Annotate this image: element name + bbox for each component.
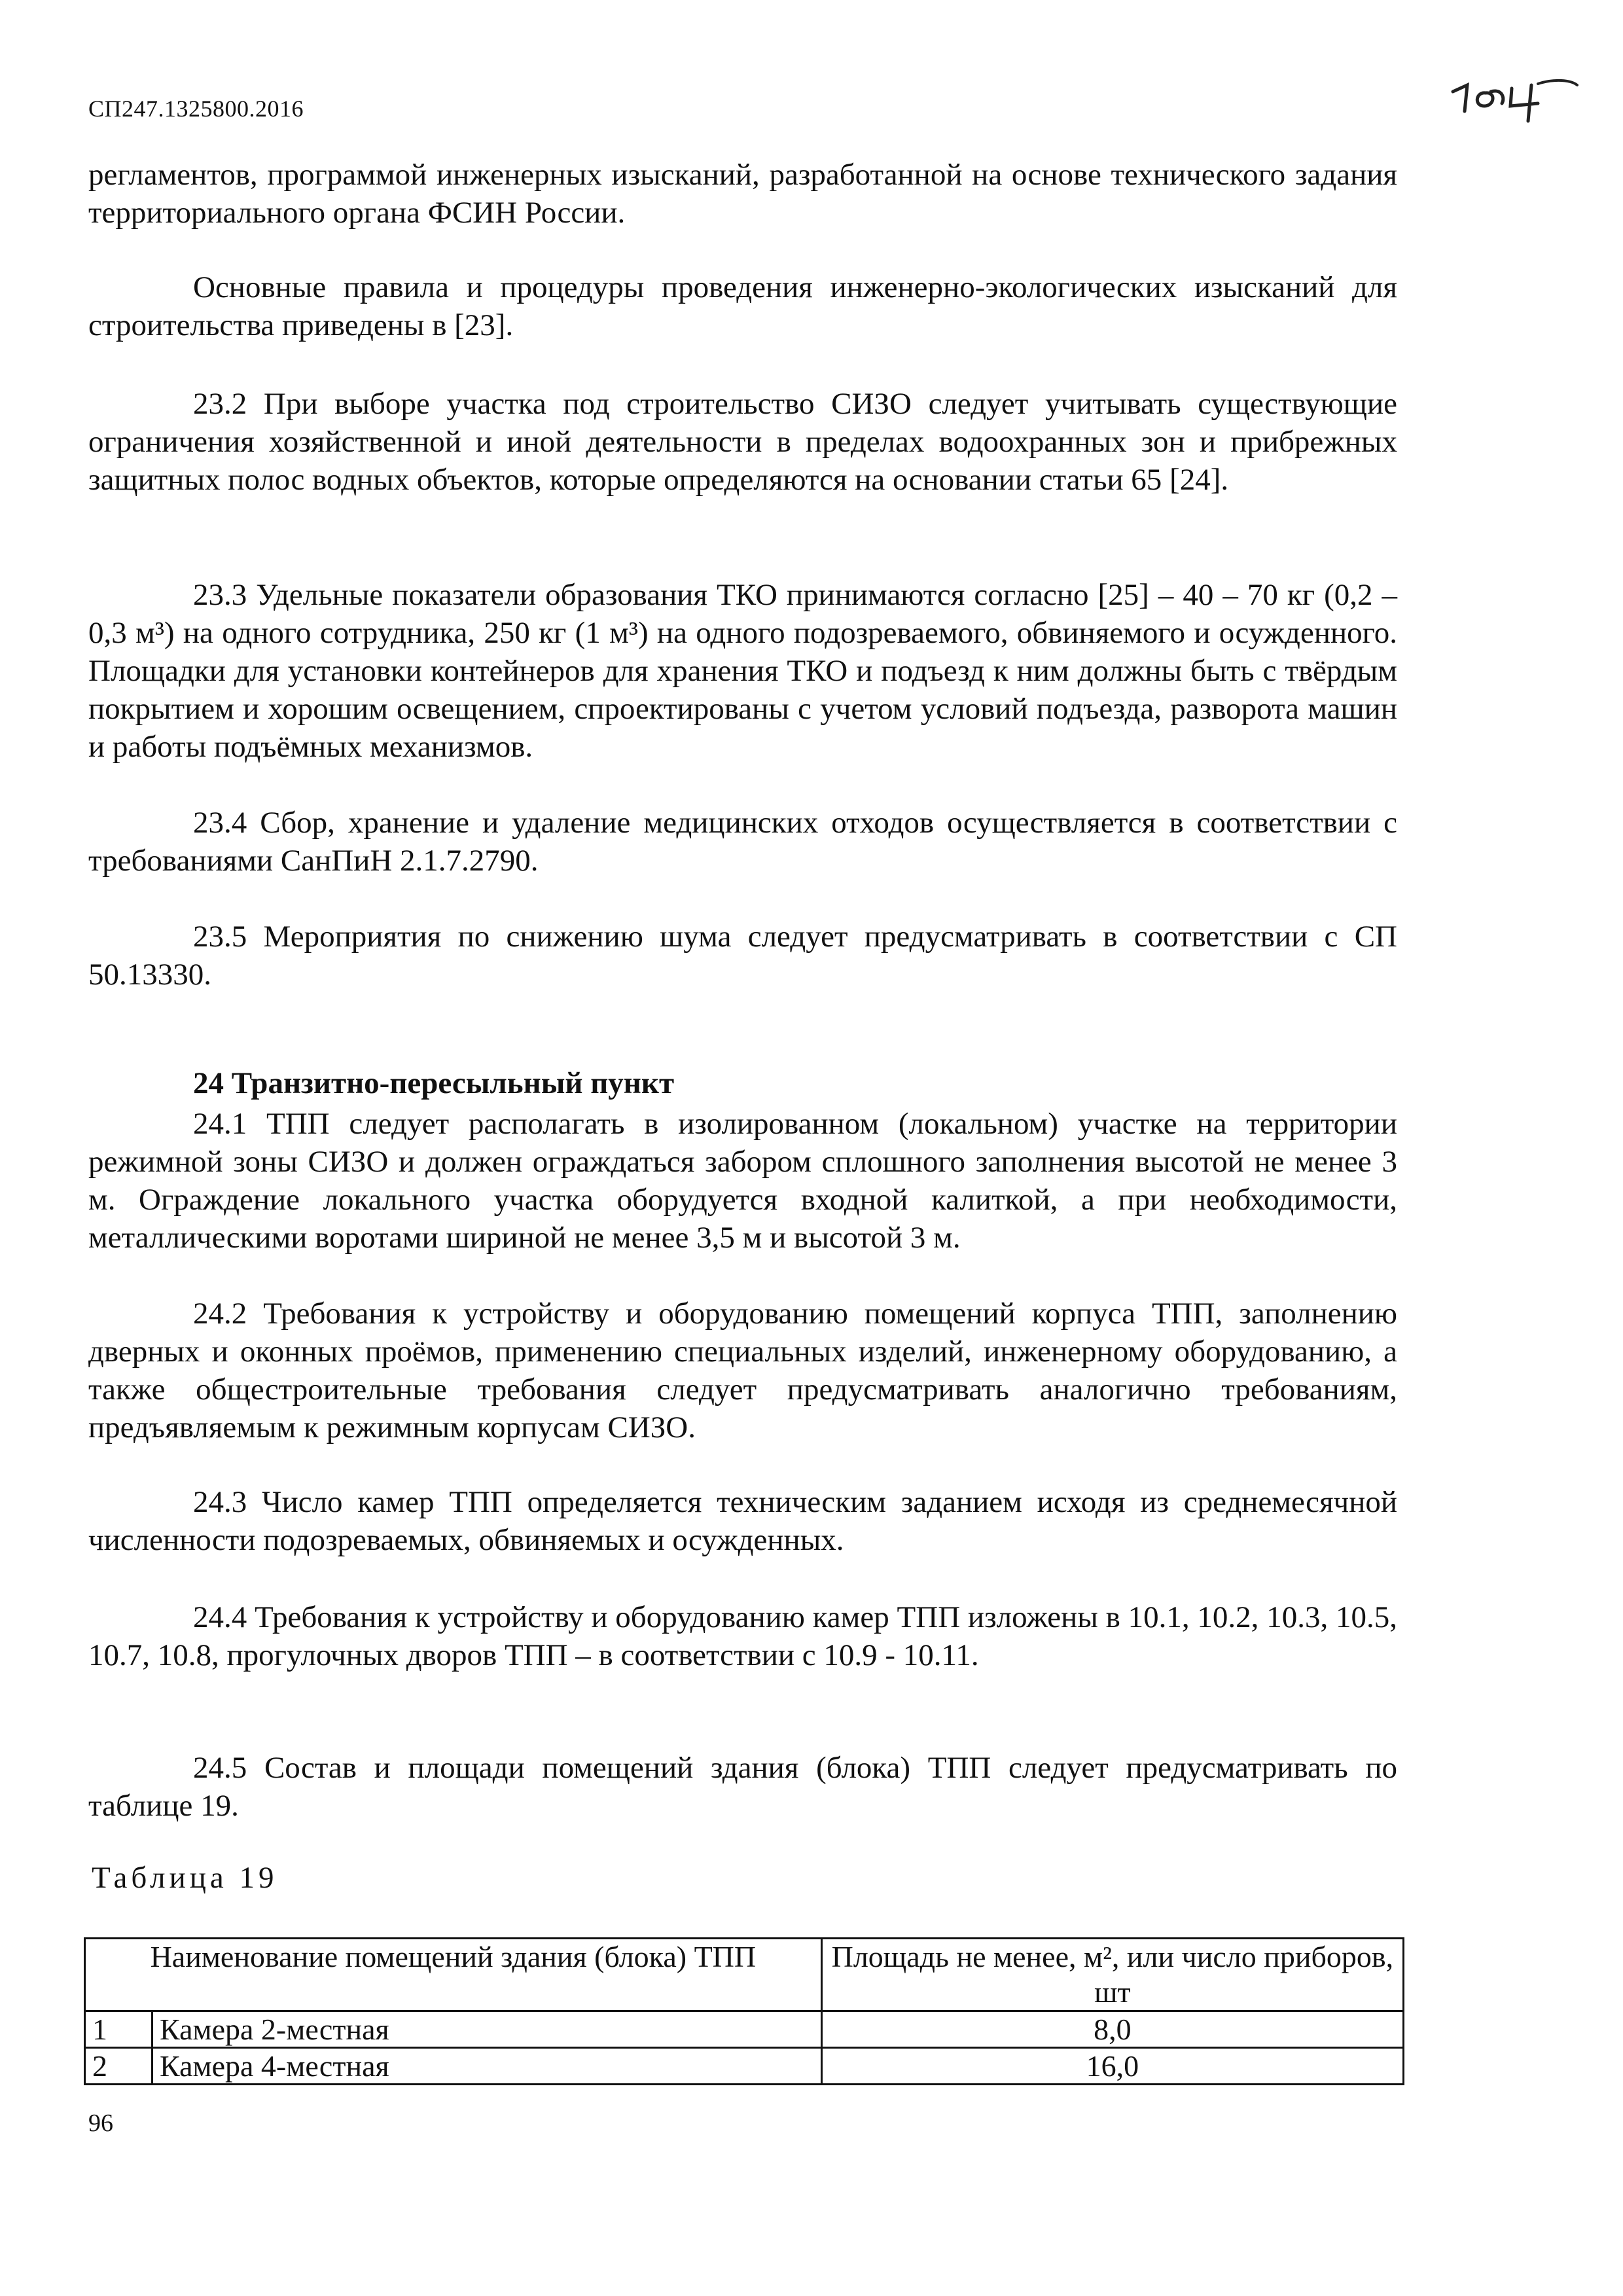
table-cell-value: 8,0 xyxy=(821,2011,1403,2048)
paragraph-block xyxy=(88,804,1397,880)
table-caption: Таблица 19 xyxy=(92,1861,278,1895)
paragraph-24-4: 24.4 Требования к устройству и оборудованию камер ТПП изложены в 10.1, 10.2, 10.3, 10.5, 10.7, 10.8, прогулочных дворов ТПП – в соответствии с 10.9 - 10.11. xyxy=(88,1600,1397,1672)
section-heading: 24 Транзитно-пересыльный пункт xyxy=(193,1066,675,1100)
table-cell-num: 2 xyxy=(85,2048,152,2085)
paragraph-block xyxy=(88,1598,1397,1674)
paragraph-24-2: 24.2 Требования к устройству и оборудованию помещений корпуса ТПП, заполнению дверных и оконных проёмов, применению специальных изделий, инженерному оборудованию, а также общестроительные требования следует предусматривать аналогично требованиям, предъявляемым к режимным корпусам СИЗО. xyxy=(88,1297,1397,1444)
paragraph-23-5: 23.5 Мероприятия по снижению шума следует предусматривать в соответствии с СП 50.13330. xyxy=(88,920,1397,992)
paragraph-24-5: 24.5 Состав и площади помещений здания (блока) ТПП следует предусматривать по таблице 19. xyxy=(88,1751,1397,1823)
paragraph-23-3: 23.3 Удельные показатели образования ТКО принимаются согласно [25] – 40 – 70 кг (0,2 – 0,3 м³) на одного сотрудника, 250 кг (1 м³) на одного подозреваемого, обвиняемого и осужденного. Площадки для установки контейнеров для хранения ТКО и подъезд к ним должны быть с твёрдым покрытием и хорошим освещением, спроектированы с учетом условий подъезда, разворота машин и работы подъёмных механизмов. xyxy=(88,578,1397,764)
table-row xyxy=(85,2011,1404,2048)
paragraph-survey-rules: Основные правила и процедуры проведения инженерно-экологических изысканий для строительства приведены в [23]. xyxy=(88,270,1397,342)
table-header-name: Наименование помещений здания (блока) ТПП xyxy=(85,1939,822,2011)
paragraph-24-3: 24.3 Число камер ТПП определяется техническим заданием исходя из среднемесячной численности подозреваемых, обвиняемых и осужденных. xyxy=(88,1485,1397,1557)
table-cell-name: Камера 4-местная xyxy=(152,2048,822,2085)
table-cell-value: 16,0 xyxy=(821,2048,1403,2085)
table-cell-name: Камера 2-местная xyxy=(152,2011,822,2048)
paragraph-continuation: регламентов, программой инженерных изысканий, разработанной на основе технического задания территориального органа ФСИН России. xyxy=(88,158,1397,230)
rooms-table xyxy=(84,1937,1404,2085)
paragraph-block xyxy=(88,268,1397,344)
paragraph-24-1: 24.1 ТПП следует располагать в изолированном (локальном) участке на территории режимной зоны СИЗО и должен ограждаться забором сплошного заполнения высотой не менее 3 м. Ограждение локального участка оборудуется входной калиткой, а при необходимости, металлическими воротами шириной не менее 3,5 м и высотой 3 м. xyxy=(88,1107,1397,1255)
document-code: СП247.1325800.2016 xyxy=(88,96,304,122)
handwritten-page-number xyxy=(1440,65,1590,124)
table-cell-num: 1 xyxy=(85,2011,152,2048)
table-header-area: Площадь не менее, м², или число приборов, шт xyxy=(821,1939,1403,2011)
paragraph-23-4: 23.4 Сбор, хранение и удаление медицинских отходов осуществляется в соответствии с требованиями СанПиН 2.1.7.2790. xyxy=(88,806,1397,878)
paragraph-block xyxy=(88,1295,1397,1446)
paragraph-block xyxy=(88,918,1397,994)
paragraph-block xyxy=(88,1105,1397,1257)
intro-text-block xyxy=(88,156,1397,232)
paragraph-block xyxy=(88,1483,1397,1559)
paragraph-block xyxy=(88,385,1397,499)
paragraph-block xyxy=(88,576,1397,766)
paragraph-23-2: 23.2 При выборе участка под строительство СИЗО следует учитывать существующие ограничения хозяйственной и иной деятельности в пределах водоохранных зон и прибрежных защитных полос водных объектов, которые определяются на основании статьи 65 [24]. xyxy=(88,387,1397,497)
table-header-row xyxy=(85,1939,1404,2011)
page-number: 96 xyxy=(88,2109,113,2137)
table-row xyxy=(85,2048,1404,2085)
paragraph-block xyxy=(88,1749,1397,1825)
